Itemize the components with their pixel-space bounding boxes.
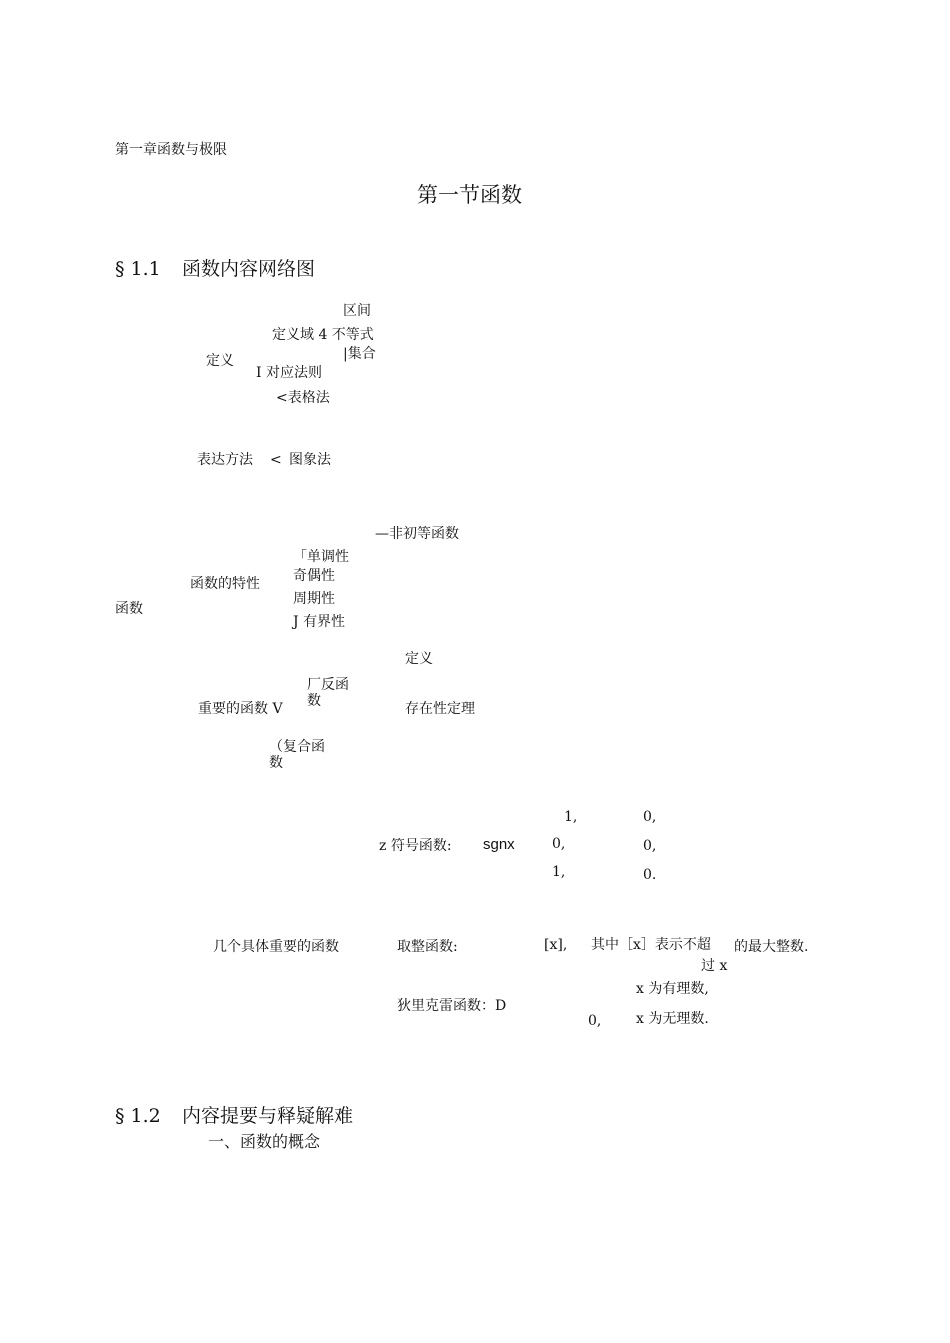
graph-method: 图象法 [289,452,331,468]
properties-label: 函数的特性 [190,576,260,592]
floor-function-symbol: [x], [544,937,568,953]
page-title: 第一节函数 [417,183,522,207]
floor-function-desc-end: 的最大整数. [734,939,809,955]
table-method: <表格法 [276,390,330,406]
floor-function-desc-wrap: 过 x [701,958,728,974]
section-1-1-title: 函数内容网络图 [182,258,316,280]
rule-label: I 对应法则 [256,365,322,381]
sign-function-name: sgnx [483,836,515,853]
property-item: J 有界性 [293,614,346,630]
sign-value: 1, [564,809,578,825]
floor-function-desc: 其中［x］表示不超 [591,937,711,953]
dirichlet-zero: 0, [588,1013,602,1029]
dirichlet-function-label: 狄里克雷函数：D [397,998,507,1014]
sign-condition: 0, [643,838,657,854]
set-label: |集合 [343,346,376,362]
property-item: 奇偶性 [293,568,335,584]
property-item: 「单调性 [293,549,349,565]
specific-functions-label: 几个具体重要的函数 [213,939,339,955]
section-1-2-number: § 1.2 [115,1105,161,1127]
floor-function-label: 取整函数: [397,939,458,955]
dirichlet-irrational: x 为无理数. [636,1011,709,1027]
expression-bracket: < [270,452,282,468]
sign-condition: 0. [643,867,657,883]
existence-theorem: 存在性定理 [405,701,475,717]
important-functions-label: 重要的函数 V [198,701,283,717]
definition-label: 定义 [206,353,234,369]
chapter-header: 第一章函数与极限 [115,142,227,158]
inverse-definition: 定义 [405,651,433,667]
inverse-function-label: 厂反函数 [307,677,349,710]
dirichlet-rational: x 为有理数, [636,981,709,997]
expression-label: 表达方法 [197,452,253,468]
sign-function-label: z 符号函数: [379,838,452,854]
sign-value: 1, [552,864,566,880]
interval-label: 区间 [343,303,371,319]
non-elementary-label: —非初等函数 [375,526,459,542]
sign-condition: 0, [643,809,657,825]
composite-function-label: （复合函数 [269,739,325,772]
property-item: 周期性 [293,591,335,607]
domain-label: 定义域 4 不等式 [272,327,374,343]
section-1-1-number: § 1.1 [115,258,161,280]
section-1-2-title: 内容提要与释疑解难 [182,1105,354,1127]
sign-value: 0, [552,836,566,852]
subsection-title: 一、函数的概念 [208,1132,321,1151]
diagram-root: 函数 [115,601,143,617]
